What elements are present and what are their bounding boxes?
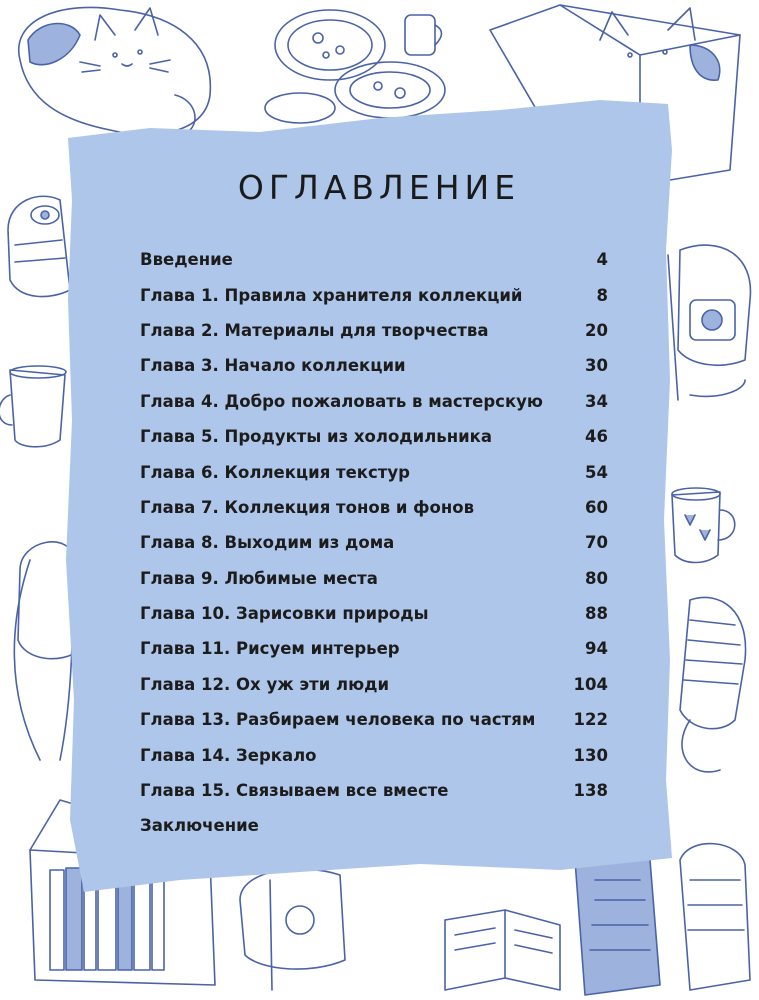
toc-entry-label: Глава 5. Продукты из холодильника (140, 427, 493, 447)
toc-entry-label: Глава 3. Начало коллекции (140, 356, 406, 376)
toc-entry-label: Глава 10. Зарисовки природы (140, 604, 429, 624)
toc-entry-introduction[interactable] (140, 242, 608, 277)
toc-entry-label: Глава 15. Связываем все вместе (140, 781, 449, 801)
toc-entry-page: 138 (573, 781, 608, 801)
toc-entry-label: Глава 9. Любимые места (140, 568, 378, 588)
toc-entry-chapter-12[interactable] (140, 667, 608, 702)
toc-entry-page: 4 (596, 250, 608, 270)
toc-entry-page: 46 (585, 427, 608, 447)
toc-entry-label: Глава 2. Материалы для творчества (140, 320, 489, 340)
toc-entry-chapter-9[interactable] (140, 561, 608, 596)
toc-entry-chapter-14[interactable] (140, 737, 608, 772)
toc-entry-page: 94 (585, 639, 608, 659)
toc-entry-page: 70 (585, 533, 608, 553)
toc-list (140, 242, 608, 844)
toc-entry-chapter-8[interactable] (140, 525, 608, 560)
toc-entry-label: Заключение (140, 816, 259, 836)
toc-entry-chapter-15[interactable] (140, 773, 608, 808)
toc-entry-label: Глава 13. Разбираем человека по частям (140, 710, 536, 730)
toc-entry-page: 80 (585, 568, 608, 588)
toc-entry-chapter-7[interactable] (140, 490, 608, 525)
toc-entry-page: 8 (596, 285, 608, 305)
table-of-contents (140, 168, 608, 844)
toc-entry-label: Глава 14. Зеркало (140, 745, 317, 765)
toc-entry-page: 104 (573, 674, 608, 694)
toc-entry-page: 88 (585, 604, 608, 624)
toc-entry-label: Глава 8. Выходим из дома (140, 533, 395, 553)
toc-entry-label: Глава 1. Правила хранителя коллекций (140, 285, 523, 305)
toc-entry-label: Введение (140, 250, 233, 270)
toc-entry-chapter-2[interactable] (140, 313, 608, 348)
toc-entry-label: Глава 12. Ох уж эти люди (140, 674, 390, 694)
toc-entry-page: 60 (585, 497, 608, 517)
toc-entry-chapter-3[interactable] (140, 348, 608, 383)
toc-entry-chapter-1[interactable] (140, 277, 608, 312)
toc-entry-chapter-13[interactable] (140, 702, 608, 737)
toc-entry-page: 34 (585, 391, 608, 411)
toc-entry-page: 20 (585, 320, 608, 340)
toc-entry-page: 130 (573, 745, 608, 765)
toc-entry-chapter-11[interactable] (140, 631, 608, 666)
toc-entry-page: 54 (585, 462, 608, 482)
toc-title: ОГЛАВЛЕНИЕ (237, 168, 521, 207)
toc-entry-label: Глава 11. Рисуем интерьер (140, 639, 400, 659)
toc-entry-chapter-6[interactable] (140, 454, 608, 489)
toc-entry-label: Глава 6. Коллекция текстур (140, 462, 410, 482)
toc-entry-label: Глава 4. Добро пожаловать в мастерскую (140, 391, 543, 411)
toc-entry-conclusion[interactable] (140, 808, 608, 843)
toc-entry-chapter-4[interactable] (140, 384, 608, 419)
toc-entry-chapter-10[interactable] (140, 596, 608, 631)
toc-entry-page: 122 (573, 710, 608, 730)
toc-entry-chapter-5[interactable] (140, 419, 608, 454)
toc-entry-label: Глава 7. Коллекция тонов и фонов (140, 497, 475, 517)
toc-entry-page: 30 (585, 356, 608, 376)
